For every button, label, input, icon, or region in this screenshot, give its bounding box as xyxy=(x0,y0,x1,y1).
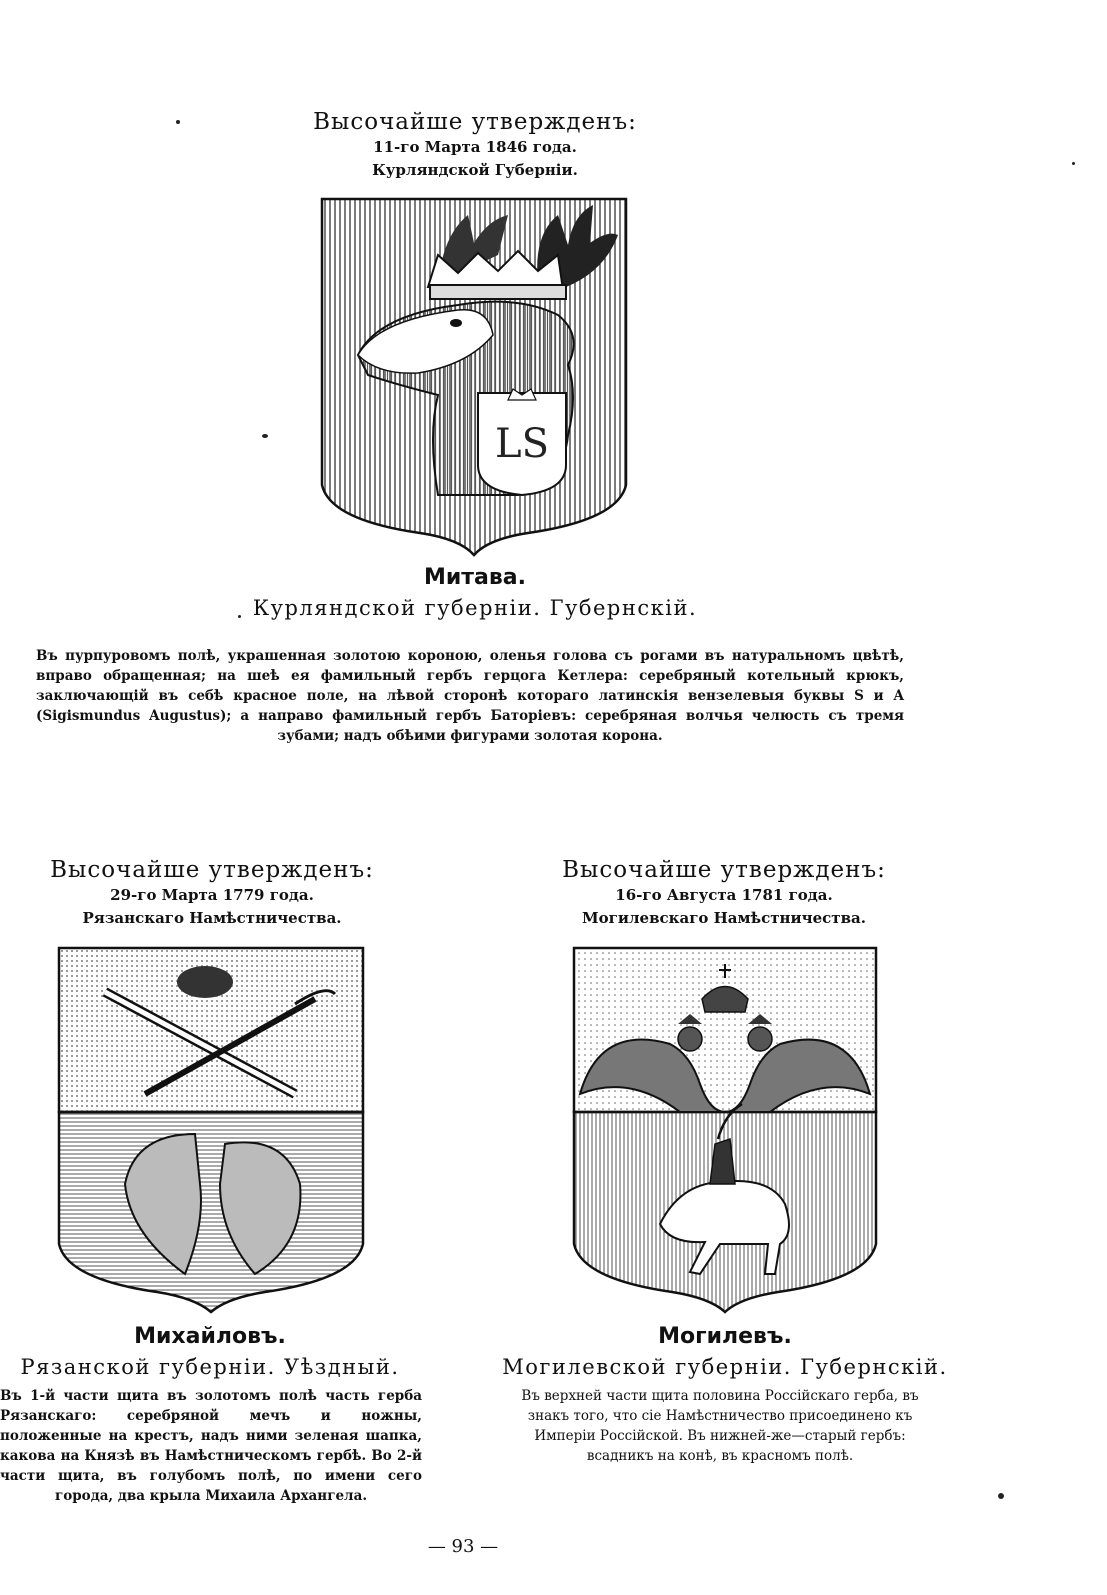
city-title: Могилевъ. xyxy=(658,1324,792,1349)
print-speck xyxy=(262,434,268,438)
approval-heading: Высочайше утвержденъ: xyxy=(50,857,374,883)
mitava-coat-of-arms xyxy=(318,195,630,557)
city-title: Митава. xyxy=(423,565,527,590)
approval-heading: Высочайше утвержденъ: xyxy=(562,857,886,883)
left-caption xyxy=(0,1322,420,1382)
blazon-description: Въ верхней части щита половина Россійскаго герба, въ знакъ того, что сіе Намѣстничество присоединено къ Имперіи Россійской. Въ нижней-же—старый гербъ: всадникъ на конѣ, въ красномъ полѣ. xyxy=(521,1388,919,1464)
top-description-block xyxy=(36,646,904,746)
approval-date: 29-го Марта 1779 года. xyxy=(110,886,314,904)
region-name: Могилевскаго Намѣстничества. xyxy=(582,909,866,927)
top-caption xyxy=(150,563,800,623)
city-subtitle: Рязанской губерніи. Уѣздный. xyxy=(20,1355,400,1379)
region-name: Курляндской Губерніи. xyxy=(372,161,578,179)
page-number: — 93 — xyxy=(427,1536,499,1557)
blazon-description: Въ пурпуровомъ полѣ, украшенная золотою короною, оленья голова съ рогами въ натуральномъ цвѣтѣ, вправо обращенная; на шеѣ ея фамильный гербъ герцога Кетлера: серебряный котельный крюкъ, заключающій въ себѣ красное поле, на лѣвой сторонѣ котораго латинскія вензелевыя буквы S и A (Sigismundus Augustus); а направо фамильный гербъ Баторіевъ: серебряная волчья челюсть съ тремя зубами; надъ обѣими фигурами золотая корона. xyxy=(36,648,904,744)
print-speck xyxy=(1072,162,1075,165)
city-subtitle: Могилевской губерніи. Губернскій. xyxy=(502,1355,948,1379)
print-speck xyxy=(998,1493,1004,1499)
approval-heading: Высочайше утвержденъ: xyxy=(313,109,637,135)
approval-date: 16-го Августа 1781 года. xyxy=(615,886,833,904)
mikhailov-coat-of-arms xyxy=(55,944,367,1314)
right-description-block xyxy=(502,1386,938,1466)
top-header xyxy=(280,108,670,182)
mogilev-coat-of-arms xyxy=(570,944,880,1314)
blazon-description: Въ 1-й части щита въ золотомъ полѣ часть герба Рязанскаго: серебряной мечъ и ножны, положенные на крестъ, надъ ними зеленая шапка, какова на Князѣ въ Намѣстническомъ гербѣ. Во 2-й части щита, въ голубомъ полѣ, по имени сего города, два крыла Михаила Архангела. xyxy=(0,1388,422,1504)
cap-icon xyxy=(177,966,233,998)
left-description-block xyxy=(0,1386,422,1506)
print-speck xyxy=(176,120,180,124)
right-header xyxy=(548,856,900,930)
left-header xyxy=(42,856,382,930)
region-name: Рязанскаго Намѣстничества. xyxy=(82,909,342,927)
approval-date: 11-го Марта 1846 года. xyxy=(373,138,577,156)
monogram: LS xyxy=(495,421,549,467)
city-title: Михайловъ. xyxy=(134,1324,286,1349)
right-caption xyxy=(480,1322,970,1382)
city-subtitle: Курляндской губерніи. Губернскій. xyxy=(252,596,698,620)
